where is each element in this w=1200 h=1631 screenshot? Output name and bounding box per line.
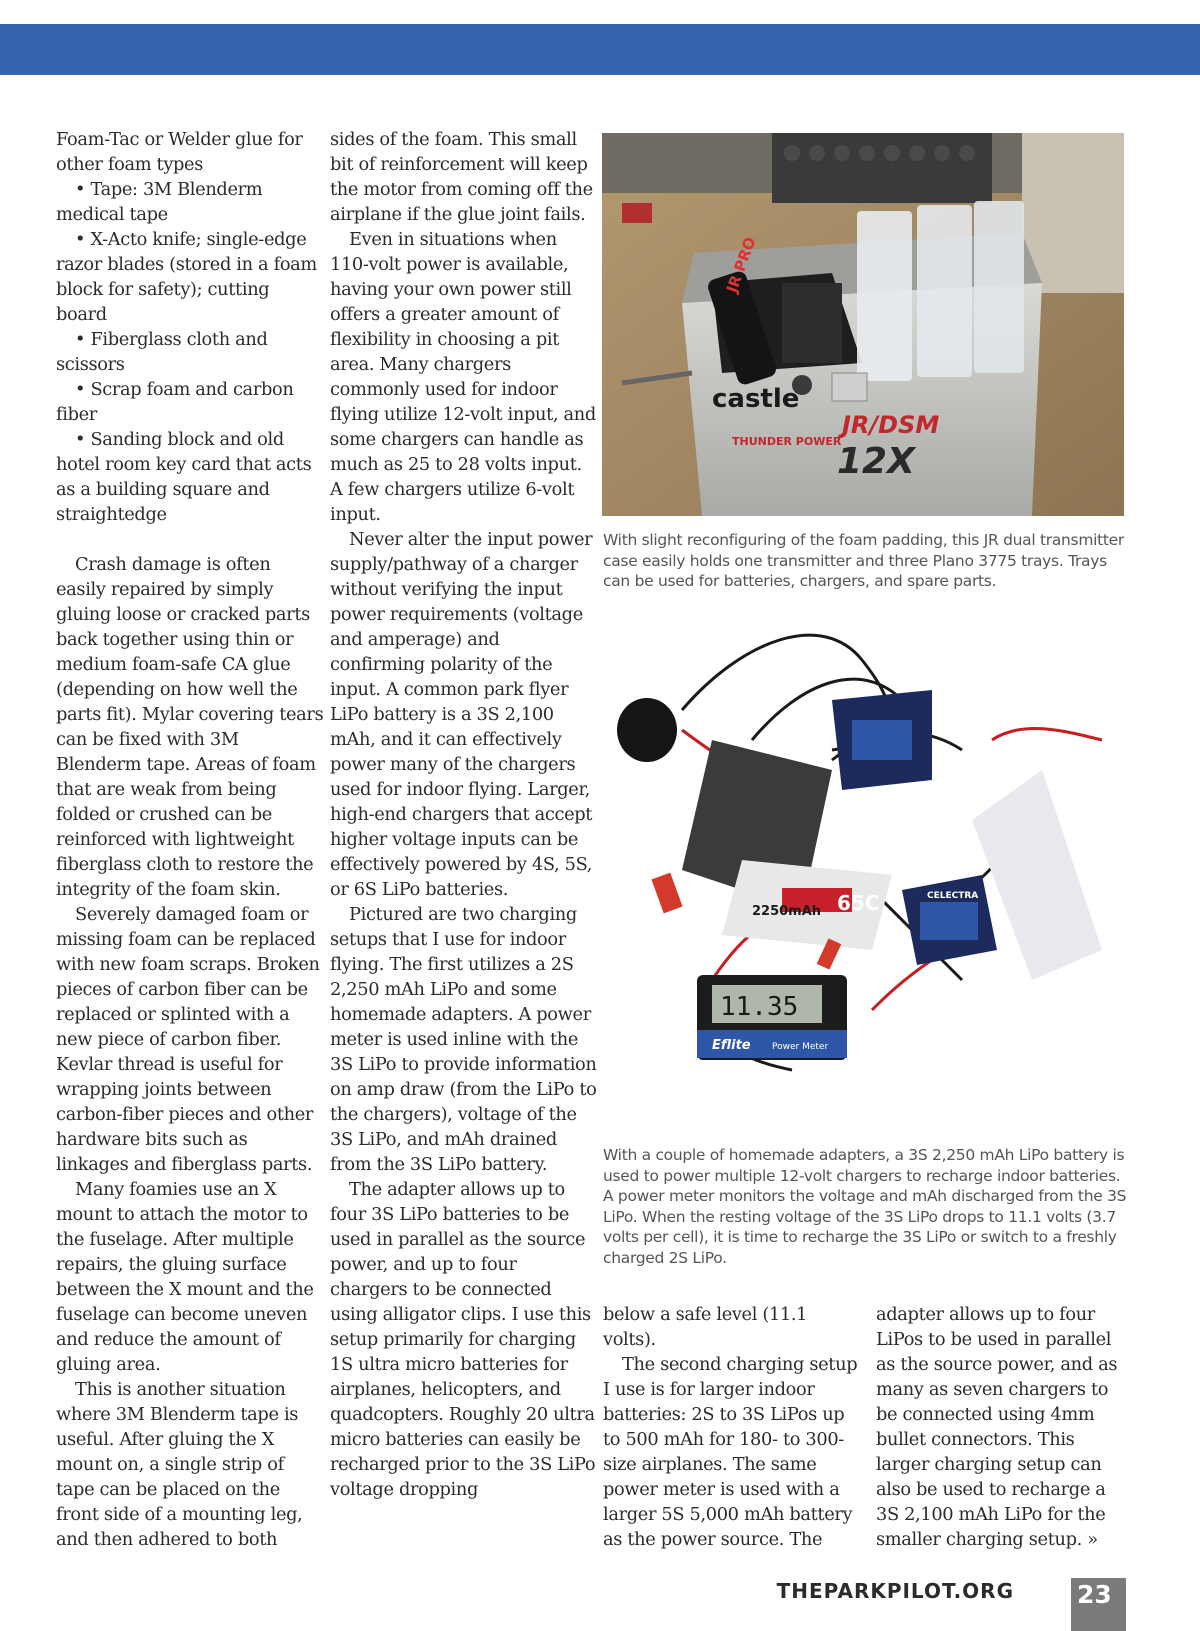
text-column-1 — [56, 127, 324, 1552]
footer-site-name: THEPARKPILOT.ORG — [776, 1579, 1014, 1603]
case-model-number: 12X — [837, 441, 915, 482]
photo-transmitter-case — [602, 133, 1124, 516]
bullet-item: • Tape: 3M Blenderm medical tape — [56, 179, 263, 225]
paragraph: The adapter allows up to four 3S LiPo batteries to be used in parallel as the source power, and up to four chargers to be connected using alligator clips. I use this setup primarily for charging 1S ultra micro batteries for airplanes, helicopters, and quadcopters. Roughly 20 ultra micro batteries can easily be recharged prior to the 3S LiPo voltage dropping — [330, 1179, 596, 1500]
meter-brand-label: Eflite — [712, 1038, 751, 1053]
bullet-item: • Sanding block and old hotel room key card that acts as a building square and straightedge — [56, 429, 312, 525]
paragraph: Even in situations when 110-volt power is available, having your own power still offers a greater amount of flexibility in choosing a pit area. Many chargers commonly used for indoor flying utilize 12-volt input, and some chargers can handle as much as 25 to 28 volts input. A few chargers utilize 6-volt input. — [330, 229, 596, 525]
case-sponsor-label: THUNDER POWER — [732, 435, 842, 448]
charger-brand-label: CELECTRA — [927, 891, 979, 901]
case-brand-label: castle — [712, 384, 800, 414]
paragraph: adapter allows up to four LiPos to be used in parallel as the source power, and as many as seven chargers to be connected using 4mm bullet connectors. This larger charging setup can also be used to recharge a 3S 2,100 mAh LiPo for the smaller charging setup. » — [876, 1304, 1118, 1550]
paragraph: below a safe level (11.1 volts). — [603, 1304, 808, 1350]
meter-reading: 11.35 — [720, 992, 799, 1022]
text-column-4 — [876, 1302, 1131, 1552]
paragraph: Severely damaged foam or missing foam can be replaced with new foam scraps. Broken pieces of carbon fiber can be replaced or splinted with a new piece of carbon fiber. Kevlar thread is useful for wrapping joints between carbon-fiber pieces and other hardware bits such as linkages and fiberglass parts. — [56, 904, 320, 1175]
battery-rating-label: 65C — [837, 891, 880, 915]
paragraph: Never alter the input power supply/pathway of a charger without verifying the input power requirements (voltage and amperage) and confirming polarity of the input. A common park flyer LiPo battery is a 3S 2,100 mAh, and it can effectively power many of the chargers used for indoor flying. Larger, high-end chargers that accept higher voltage inputs can be effectively powered by 4S, 5S, or 6S LiPo batteries. — [330, 529, 593, 900]
paragraph: sides of the foam. This small bit of reinforcement will keep the motor from coming off the airplane if the glue joint fails. — [330, 129, 593, 225]
paragraph: This is another situation where 3M Blenderm tape is useful. After gluing the X mount on, a single strip of tape can be placed on the front side of a mounting leg, and then adhered to both — [56, 1379, 303, 1550]
bullet-item: • Scrap foam and carbon fiber — [56, 379, 294, 425]
text-column-2 — [330, 127, 598, 1502]
paragraph: Pictured are two charging setups that I use for indoor flying. The first utilizes a 2S 2,250 mAh LiPo and some homemade adapters. A power meter is used inline with the 3S LiPo to provide information on amp draw (from the LiPo to the chargers), voltage of the 3S LiPo, and mAh drained from the 3S LiPo battery. — [330, 904, 597, 1175]
meter-label: Power Meter — [772, 1042, 829, 1052]
case-model-label: JR/DSM — [842, 411, 940, 439]
paragraph: Foam-Tac or Welder glue for other foam types — [56, 129, 303, 175]
battery-capacity-label: 2250mAh — [752, 904, 822, 919]
photo-caption: With slight reconfiguring of the foam padding, this JR dual transmitter case easily holds one transmitter and three Plano 3775 trays. Trays can be used for batteries, chargers, and spare parts. — [603, 531, 1124, 590]
radio-brand-label: JR PRO — [722, 234, 760, 295]
bullet-item: • Fiberglass cloth and scissors — [56, 329, 268, 375]
photo-charging-setup — [602, 620, 1124, 1140]
bullet-item: • X-Acto knife; single-edge razor blades (stored in a foam block for safety); cutting board — [56, 229, 317, 325]
paragraph: Many foamies use an X mount to attach the motor to the fuselage. After multiple repairs, the gluing surface between the X mount and the fuselage can become uneven and reduce the amount of gluing area. — [56, 1179, 314, 1375]
page-number: 23 — [1071, 1578, 1126, 1631]
header-color-band — [0, 24, 1200, 75]
photo-caption: With a couple of homemade adapters, a 3S 2,250 mAh LiPo battery is used to power multiple 12-volt chargers to recharge indoor batteries. A power meter monitors the voltage and mAh discharged from the 3S LiPo. When the resting voltage of the 3S LiPo drops to 11.1 volts (3.7 volts per cell), it is time to recharge the 3S LiPo or switch to a freshly charged 2S LiPo. — [603, 1146, 1127, 1267]
paragraph: The second charging setup I use is for larger indoor batteries: 2S to 3S LiPos up to 500 mAh for 180- to 300-size airplanes. The same power meter is used with a larger 5S 5,000 mAh battery as the power source. The — [603, 1354, 858, 1550]
text-column-3 — [603, 1302, 858, 1552]
paragraph: Crash damage is often easily repaired by simply gluing loose or cracked parts back together using thin or medium foam-safe CA glue (depending on how well the parts fit). Mylar covering tears can be fixed with 3M Blenderm tape. Areas of foam that are weak from being folded or crushed can be reinforced with lightweight fiberglass cloth to restore the integrity of the foam skin. — [56, 554, 324, 900]
